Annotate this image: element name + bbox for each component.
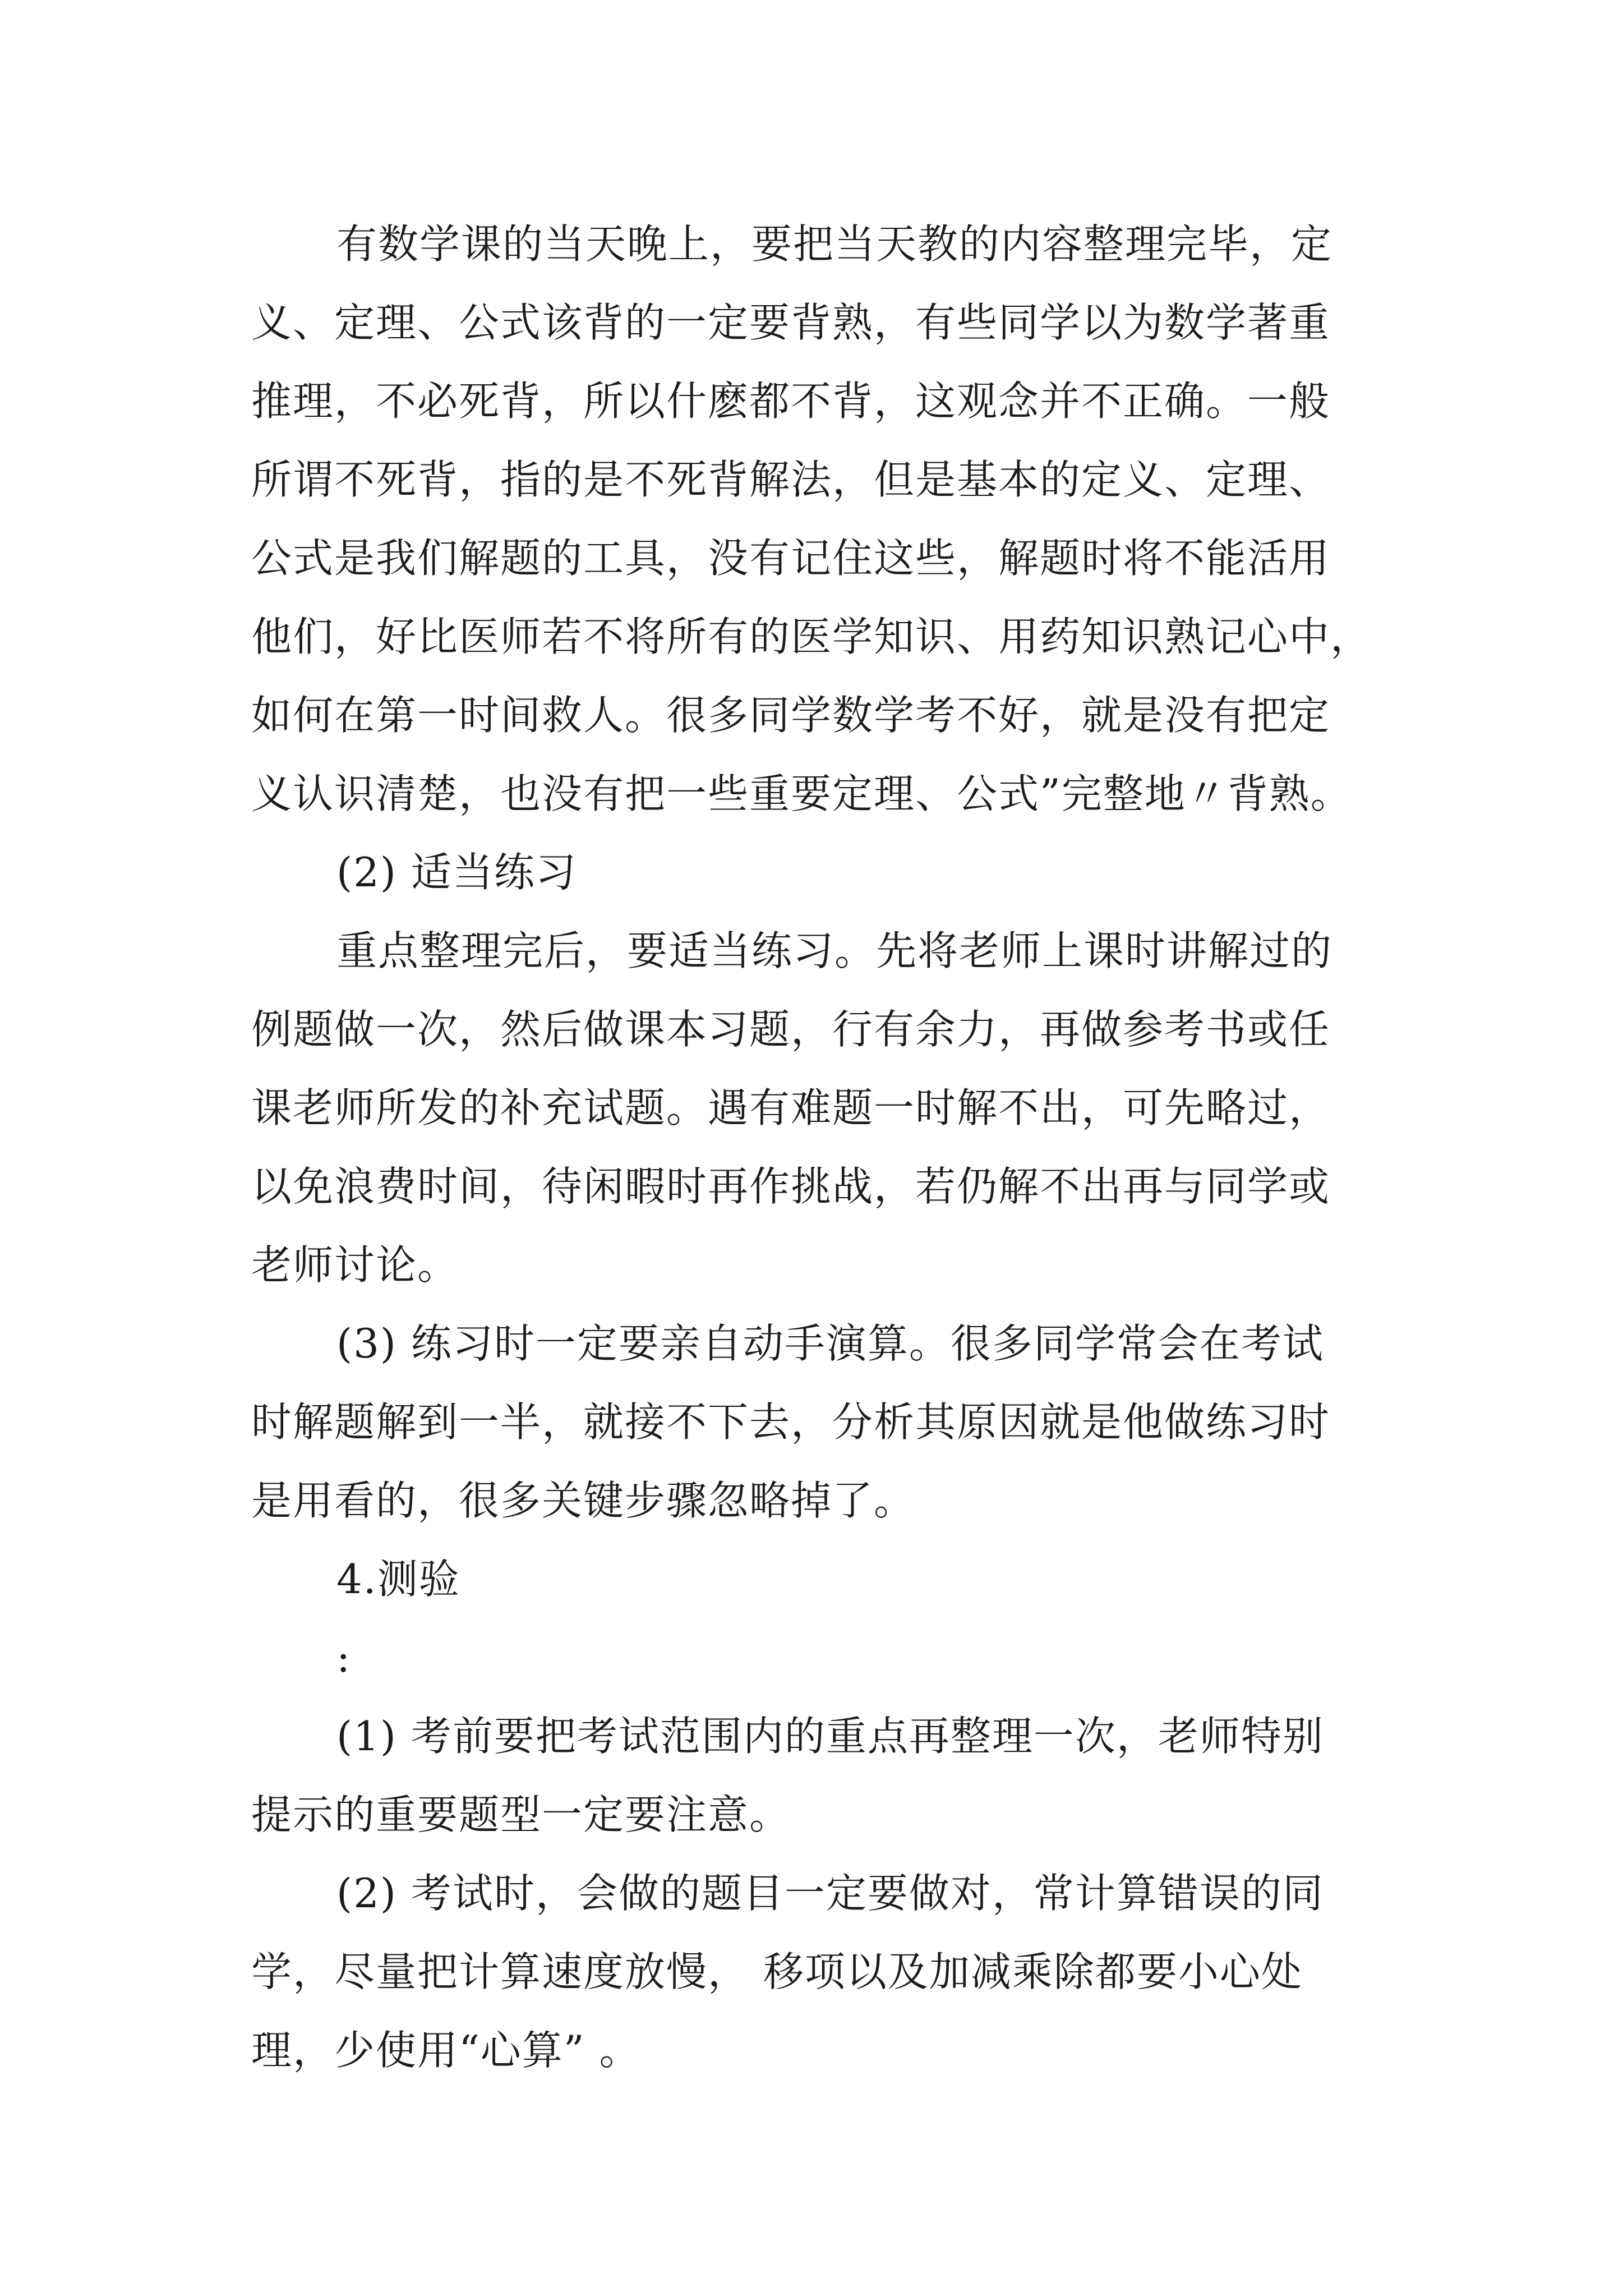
paragraph-line: (2) 考试时，会做的题目一定要做对，常计算错误的同 xyxy=(336,1870,1324,1917)
paragraph-line: 公式是我们解题的工具，没有记住这些，解题时将不能活用 xyxy=(251,535,1331,582)
paragraph-line: 义、定理、公式该背的一定要背熟，有些同学以为数学著重 xyxy=(251,299,1331,346)
paragraph-line: 有数学课的当天晚上，要把当天教的内容整理完毕，定 xyxy=(336,220,1333,268)
paragraph-line: (1) 考前要把考试范围内的重点再整理一次，老师特别 xyxy=(336,1713,1324,1760)
section-heading: (2) 适当练习 xyxy=(336,849,577,896)
paragraph-line: 时解题解到一半，就接不下去，分析其原因就是他做练习时 xyxy=(251,1398,1331,1446)
paragraph-line: : xyxy=(336,1634,352,1681)
paragraph-line: 例题做一次，然后做课本习题，行有余力，再做参考书或任 xyxy=(251,1006,1331,1053)
paragraph-line: 学，尽量把计算速度放慢， 移项以及加减乘除都要小心处 xyxy=(251,1948,1303,1995)
paragraph-line: 老师讨论。 xyxy=(251,1241,459,1289)
paragraph-line: 他们，好比医师若不将所有的医学知识、用药知识熟记心中， xyxy=(251,613,1372,660)
paragraph-line: 课老师所发的补充试题。遇有难题一时解不出，可先略过， xyxy=(251,1084,1331,1131)
paragraph-line: 是用看的，很多关键步骤忽略掉了。 xyxy=(251,1477,916,1524)
paragraph-line: 所谓不死背，指的是不死背解法，但是基本的定义、定理、 xyxy=(251,456,1331,503)
section-heading: 4.测验 xyxy=(336,1556,460,1603)
paragraph-line: 如何在第一时间救人。很多同学数学考不好，就是没有把定 xyxy=(251,692,1331,739)
paragraph-line: (3) 练习时一定要亲自动手演算。很多同学常会在考试 xyxy=(336,1320,1324,1367)
paragraph-line: 提示的重要题型一定要注意。 xyxy=(251,1791,791,1838)
paragraph-line: 重点整理完后，要适当练习。先将老师上课时讲解过的 xyxy=(336,927,1333,974)
paragraph-line: 以免浪费时间，待闲暇时再作挑战，若仍解不出再与同学或 xyxy=(251,1163,1331,1210)
paragraph-line: 推理，不必死背，所以什麽都不背，这观念并不正确。一般 xyxy=(251,378,1331,425)
paragraph-line: 义认识清楚，也没有把一些重要定理、公式”完整地〃背熟。 xyxy=(251,770,1352,817)
paragraph-line: 理，少使用“心算” 。 xyxy=(251,2027,641,2074)
